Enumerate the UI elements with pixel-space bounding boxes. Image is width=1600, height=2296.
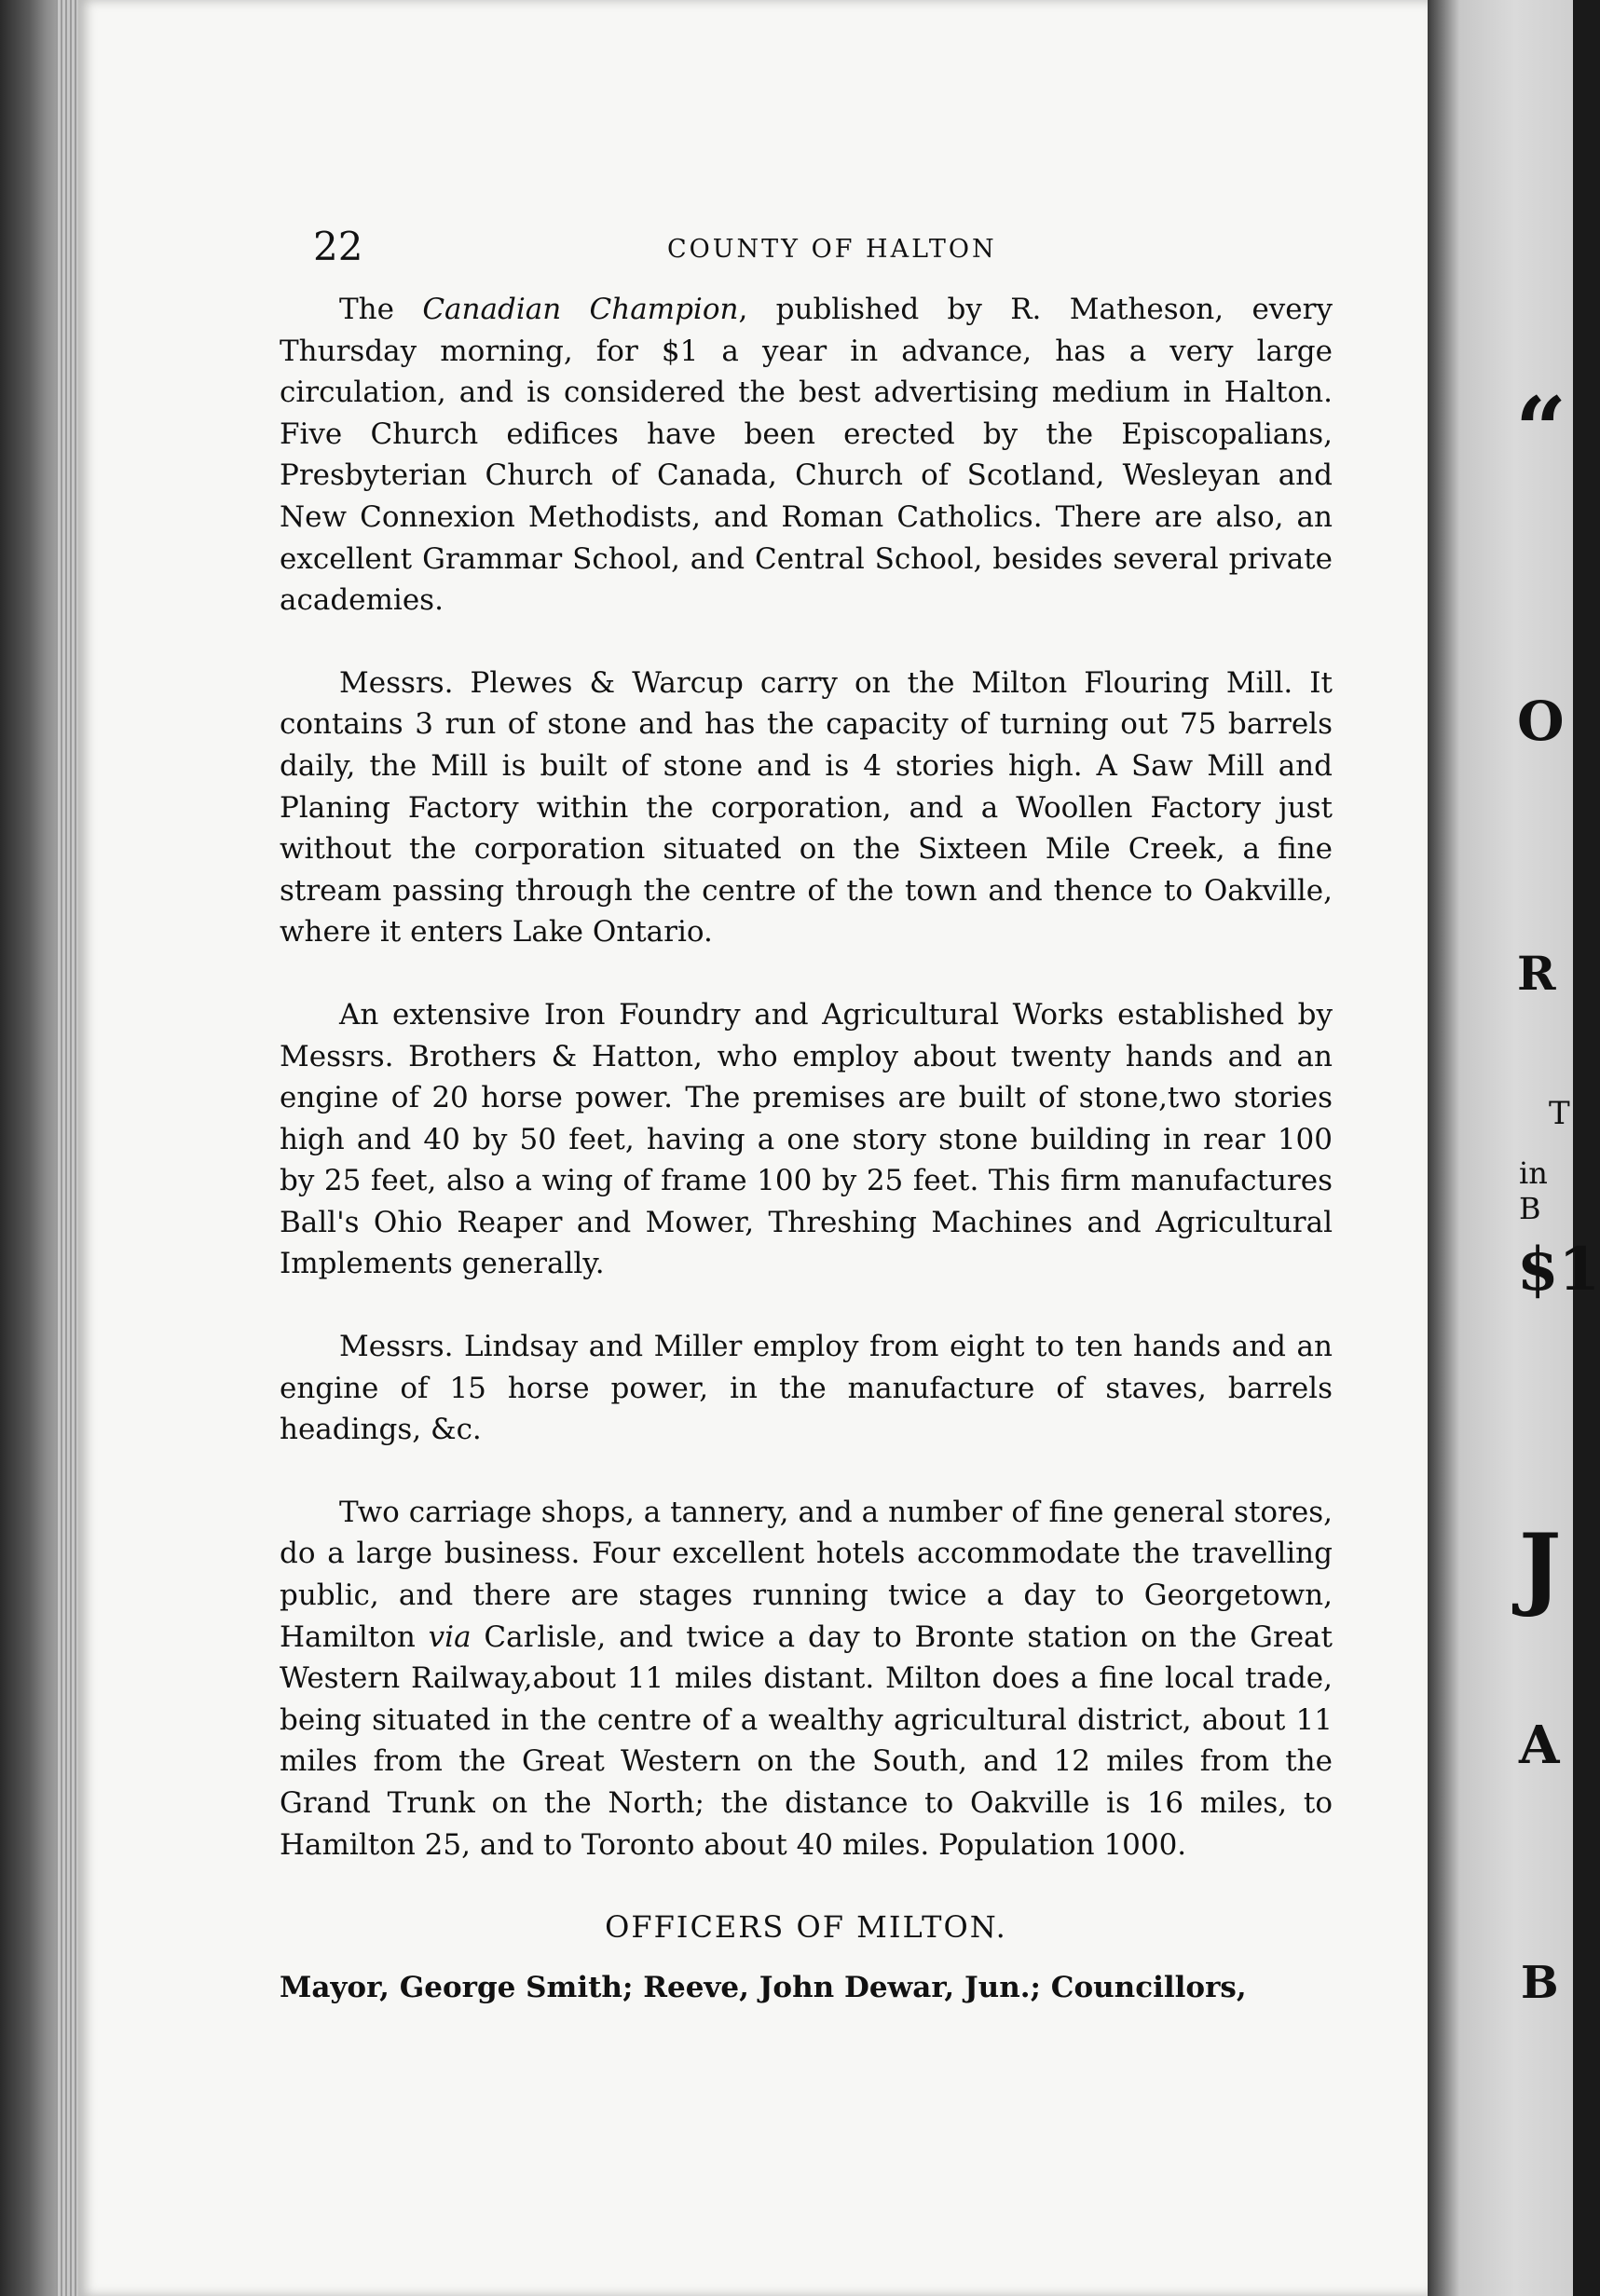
facing-fragment: T (1549, 1095, 1570, 1132)
officers-line: Mayor, George Smith; Reeve, John Dewar, Jun.; Councillors, (280, 1970, 1247, 2004)
facing-fragment: A (1519, 1715, 1560, 1776)
paragraph-carriage-shops (280, 1492, 1333, 1866)
facing-fragment: J (1519, 1514, 1562, 1620)
section-title: OFFICERS OF MILTON. (605, 1909, 1007, 1946)
running-head (313, 224, 1323, 270)
paragraph-text: , published by R. Matheson, every Thursday morning, for $1 a year in advance, has a very large circulation, and is considered the best advertising medium in Halton. Five Church edifices have been erected by the Episcopalians, Presbyterian Church of Canada, Church of Scotland, Wesleyan and New Connexion Methodists, and Roman Catholics. There are also, an excellent Grammar School, and Central School, besides several private academies. (280, 293, 1333, 618)
facing-fragment: B (1521, 1957, 1559, 2009)
paragraph-text: Two carriage shops, a tannery, and a number of fine general stores, do a large business. Four excellent hotels accommodate the travelling public, and there are stages running twice a day to Georgetown, Hamilton (280, 1495, 1333, 1654)
paragraph-flouring-mill: Messrs. Plewes & Warcup carry on the Milton Flouring Mill. It contains 3 run of stone and has the capacity of turning out 75 barrels daily, the Mill is built of stone and is 4 stories high. A Saw Mill and Planing Factory within the corporation, and a Woollen Factory just without the corporation situated on the Sixteen Mile Creek, a fine stream passing through the centre of the town and thence to Oakville, where it enters Lake Ontario. (280, 665, 1333, 950)
facing-fragment: “ (1515, 377, 1567, 483)
facing-fragment: $1 (1517, 1235, 1600, 1305)
facing-fragment: O (1517, 690, 1565, 753)
paragraph-lindsay-miller: Messrs. Lindsay and Miller employ from eight to ten hands and an engine of 15 horse power, in the manufacture of staves, barrels headings, &c. (280, 1330, 1333, 1447)
header-title: COUNTY OF HALTON (667, 235, 997, 264)
paragraph-text: Carlisle, and twice a day to Bronte station on the Great Western Railway,about 11 miles distant. Milton does a fine local trade, being situated in the centre of a wealthy agricultural district, about 11 miles from the Great Western on the South, and 12 miles from the Grand Trunk on the North; the distance to Oakville is 16 miles, to Hamilton 25, and to Toronto about 40 miles. Population 1000. (280, 1620, 1333, 1862)
italic-via: via (428, 1620, 472, 1654)
facing-page (1428, 0, 1600, 2296)
facing-fragment: R (1517, 946, 1556, 1001)
newspaper-name: Canadian Champion (422, 293, 739, 326)
paragraph-champion (280, 289, 1333, 622)
body-text (280, 289, 1333, 2049)
paragraph-text: The (339, 293, 423, 326)
page-number: 22 (313, 224, 363, 269)
paragraph-iron-foundry: An extensive Iron Foundry and Agricultural Works established by Messrs. Brothers & Hatton, who employ about twenty hands and an engine of 20 horse power. The premises are built of stone,two stories high and 40 by 50 feet, having a one story stone building in rear 100 by 25 feet, also a wing of frame 100 by 25 feet. This firm manufactures Ball's Ohio Reaper and Mower, Threshing Machines and Agricultural Implements generally. (280, 997, 1333, 1281)
facing-fragment: in B (1519, 1155, 1548, 1226)
